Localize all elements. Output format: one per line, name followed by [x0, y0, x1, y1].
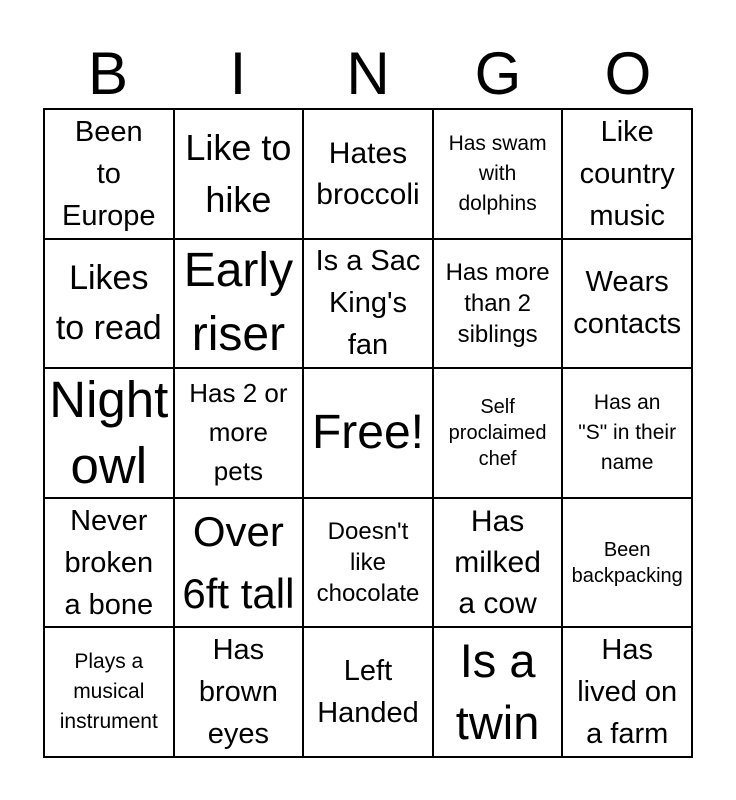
bingo-cell-free: [303, 368, 433, 498]
bingo-cell-r4c3: [303, 498, 433, 628]
bingo-cell-r4c5: [562, 498, 692, 628]
cell-text: Been backpacking: [571, 538, 683, 587]
bingo-cell-r3c1: [44, 368, 174, 498]
cell-text: Been to Europe: [62, 115, 156, 232]
cell-text: Has milked a cow: [454, 505, 541, 621]
header-letter-i: I: [229, 40, 247, 107]
free-space-text: Free!: [311, 405, 424, 459]
bingo-cell-r3c4: [433, 368, 563, 498]
cell-text: Has an "S" in their name: [578, 390, 677, 474]
bingo-cell-r5c2: [174, 627, 304, 757]
cell-text: Hates broccoli: [316, 136, 420, 211]
header-letter-b: B: [87, 40, 129, 107]
bingo-cell-r3c2: [174, 368, 304, 498]
bingo-cell-r2c3: [303, 239, 433, 369]
bingo-header: [43, 40, 693, 108]
cell-text: Is a twin: [455, 634, 540, 750]
cell-text: Never broken a bone: [64, 504, 154, 621]
cell-text: Night owl: [49, 371, 169, 494]
cell-text: Has swam with dolphins: [448, 131, 547, 215]
bingo-cell-r4c4: [433, 498, 563, 628]
cell-text: Plays a musical instrument: [59, 650, 158, 734]
bingo-cell-r4c2: [174, 498, 304, 628]
bingo-cell-r2c5: [562, 239, 692, 369]
bingo-cell-r1c2: [174, 109, 304, 239]
cell-text: Early riser: [183, 244, 294, 362]
bingo-cell-r2c4: [433, 239, 563, 369]
cell-text: Is a Sac King's fan: [315, 245, 421, 362]
bingo-cell-r5c3: [303, 627, 433, 757]
header-letter-n: N: [346, 40, 390, 107]
cell-text: Doesn't like chocolate: [316, 518, 420, 608]
cell-text: Over 6ft tall: [182, 507, 295, 617]
cell-text: Left Handed: [317, 655, 419, 730]
bingo-cell-r1c5: [562, 109, 692, 239]
header-letter-g: G: [474, 40, 522, 107]
bingo-cell-r5c4: [433, 627, 563, 757]
bingo-grid: [43, 108, 693, 758]
bingo-cell-r5c5: [562, 627, 692, 757]
cell-text: Likes to read: [55, 259, 162, 348]
cell-text: Like country music: [579, 115, 675, 232]
cell-text: Has 2 or more pets: [189, 378, 288, 487]
bingo-cell-r4c1: [44, 498, 174, 628]
bingo-cell-r1c4: [433, 109, 563, 239]
cell-text: Has more than 2 siblings: [445, 258, 550, 348]
cell-text: Has brown eyes: [198, 634, 278, 751]
bingo-cell-r2c1: [44, 239, 174, 369]
cell-text: Has lived on a farm: [577, 634, 678, 751]
bingo-cell-r2c2: [174, 239, 304, 369]
bingo-cell-r1c3: [303, 109, 433, 239]
bingo-cell-r3c5: [562, 368, 692, 498]
cell-text: Wears contacts: [573, 266, 682, 341]
bingo-cell-r5c1: [44, 627, 174, 757]
cell-text: Self proclaimed chef: [448, 395, 547, 470]
bingo-cell-r1c1: [44, 109, 174, 239]
cell-text: Like to hike: [185, 126, 292, 220]
header-letter-o: O: [604, 40, 652, 107]
